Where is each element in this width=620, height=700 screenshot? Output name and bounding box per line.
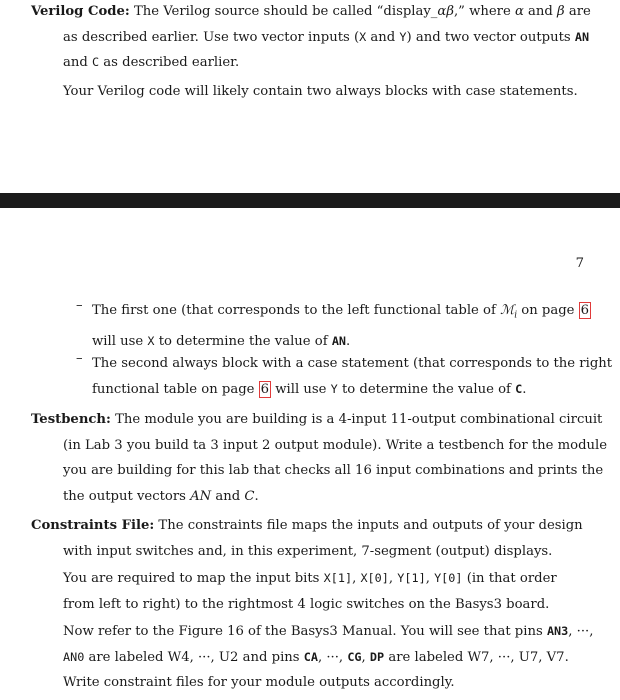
bullet-second-always-block: The second always block with a case statement (that corresponds to the right functional table on page 6 will use Y to determine the value of C. — [92, 356, 613, 397]
verilog-code-paragraph: Verilog Code: The Verilog source should be called “display_αβ,” where α and β are as described earlier. Use two vector inputs (X and Y) and two vector outputs AN and C as described earlier. Your Verilog code will likely contain two always blocks with case statements. — [31, 0, 601, 104]
page-reference-link[interactable]: 6 — [260, 381, 270, 397]
bullet-first-always-block: The first one (that corresponds to the left functional table of ℳ$_i$ on page 6 will use X to determine the value of AN. — [92, 303, 590, 350]
testbench-paragraph: Testbench: The module you are building is a 4-input 11-output combinational circuit (in Lab 3 you build ta 3 input 2 output module). Write a testbench for the module you are building for this lab that checks all 16 input combinations and prints the the output vectors AN and C. — [31, 412, 608, 504]
bullet-dash: – — [76, 298, 83, 313]
always-blocks-note: Your Verilog code will likely contain two always blocks with case statements. — [63, 83, 578, 99]
constraints-file-heading: Constraints File: — [31, 518, 155, 533]
page-reference-link[interactable]: 6 — [580, 303, 590, 318]
verilog-code-heading: Verilog Code: — [31, 4, 130, 19]
constraints-file-paragraph: Constraints File: The constraints file maps the inputs and outputs of your design with input switches and, in this experiment, 7-segment (output) displays. You are required to map the input bits X[1], X[0], Y[1], Y[0] (in that order from left to right) to the rightmost 4 logic switches on the Basys3 board. Now refer to the Figure 16 of the Basys3 Manual. You will see that pins AN3, ···, AN0 are labeled W4, ···, U2 and pins CA, ···, CG, DP are labeled W7, ···, U7, V7. Write constraint files for your module outputs accordingly. — [31, 518, 594, 690]
page-number: 7 — [575, 256, 584, 271]
page-separator — [0, 193, 620, 208]
testbench-heading: Testbench: — [31, 412, 111, 427]
page-top-section — [0, 0, 620, 193]
page-bottom-section — [0, 208, 620, 700]
bullet-dash: – — [76, 351, 83, 366]
